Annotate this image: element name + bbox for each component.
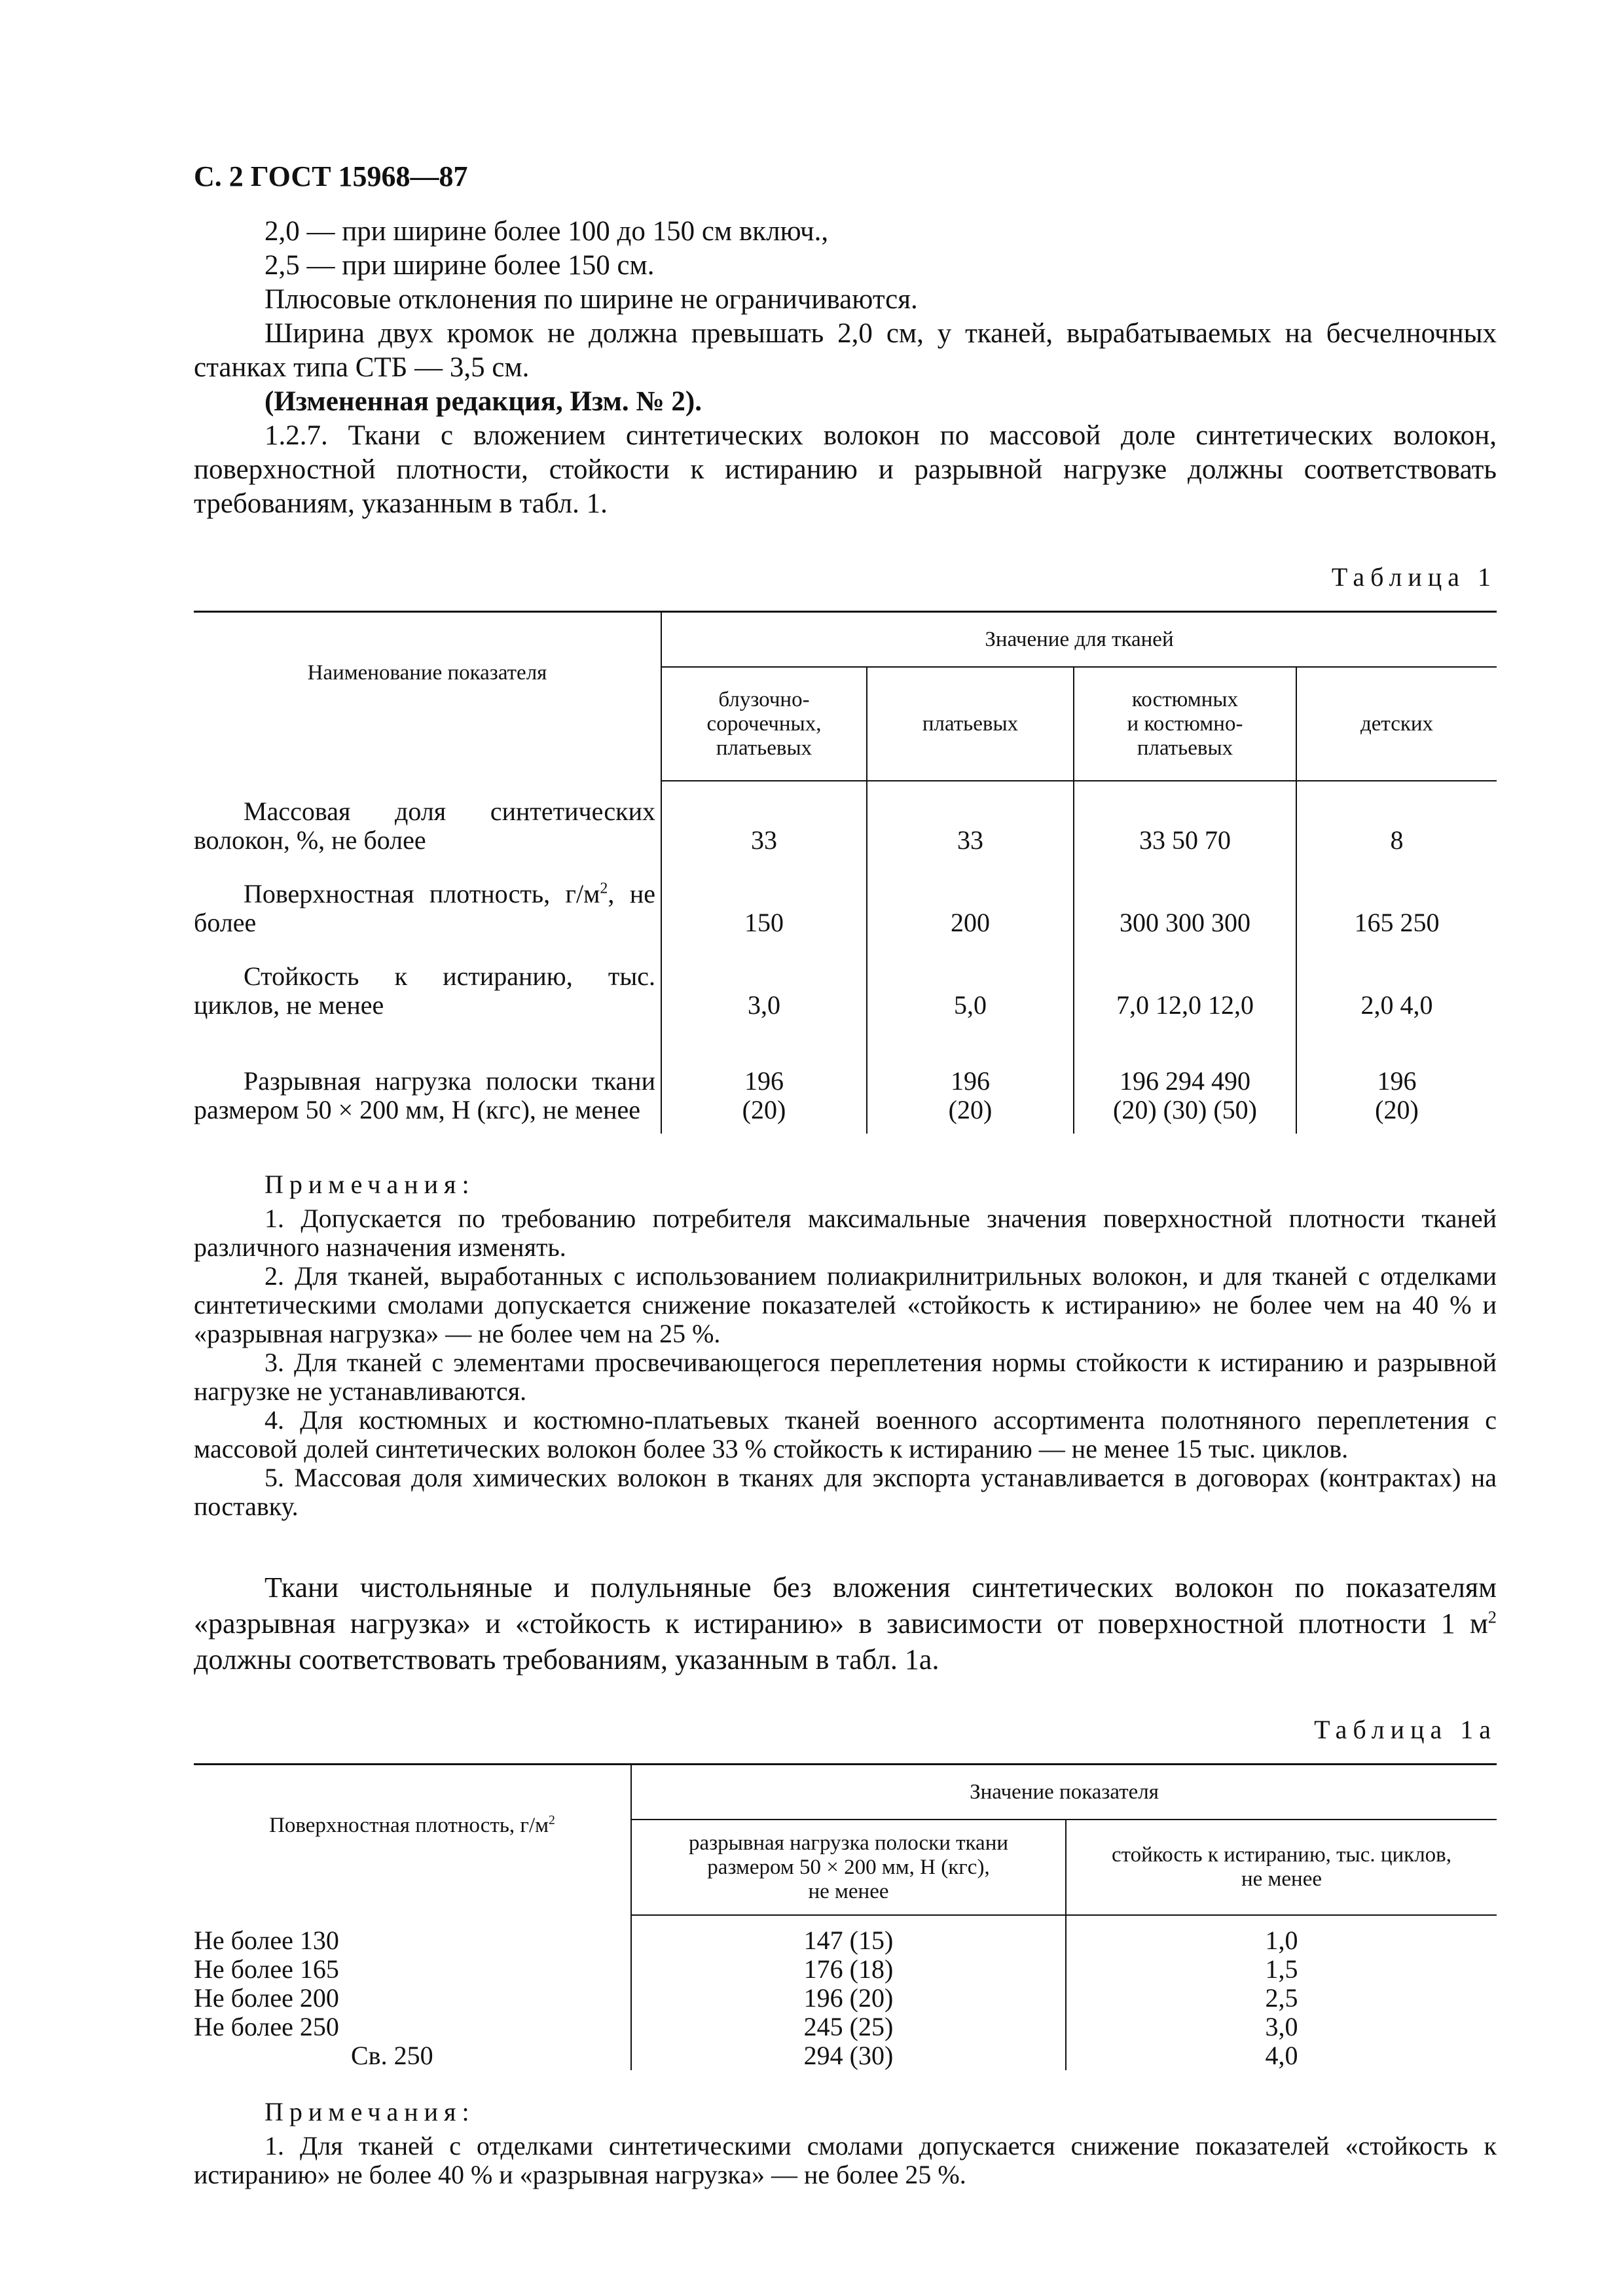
table1a-cell: Св. 250 <box>351 2041 433 2070</box>
page-header: С. 2 ГОСТ 15968—87 <box>194 160 468 192</box>
notes-caption: Примечания: <box>264 1170 475 1199</box>
table1-cell: 8 <box>1296 781 1497 864</box>
table-row <box>194 1984 1497 2013</box>
table1-cell: 300 300 300 <box>1074 864 1296 946</box>
table1a-cell: Не более 200 <box>194 1983 339 2013</box>
table1a-cell: 2,5 <box>1066 1984 1497 2013</box>
edition-note: (Измененная редакция, Изм. № 2). <box>264 386 702 417</box>
note-item: 1. Для тканей с отделками синтетическими смолами допускается снижение показателей «стойкость к истиранию» не более 40 % и «разрывная нагрузка» — не более 25 %. <box>194 2131 1497 2189</box>
table1-col-header: детских <box>1296 667 1497 781</box>
table1a-cell: 1,5 <box>1066 1955 1497 1984</box>
table1a-cell: 3,0 <box>1066 2013 1497 2041</box>
table1-caption: Таблица 1 <box>1331 562 1497 592</box>
table-row <box>194 781 1497 864</box>
table1-name-header: Наименование показателя <box>307 661 547 685</box>
table1-cell: 200 <box>867 864 1074 946</box>
table-row <box>194 946 1497 1029</box>
table-1 <box>194 611 1497 1134</box>
note-item: 5. Массовая доля химических волокон в тканях для экспорта устанавливается в договорах (контрактах) на поставку. <box>194 1463 1497 1521</box>
table1-cell: 165 250 <box>1296 864 1497 946</box>
table1a-cell: 147 (15) <box>631 1915 1066 1955</box>
table1-col-header: блузочно- сорочечных, платьевых <box>661 667 867 781</box>
table1-cell: 150 <box>661 864 867 946</box>
table1a-cell: 245 (25) <box>631 2013 1066 2041</box>
intro-line: 2,0 — при ширине более 100 до 150 см включ., <box>264 216 829 247</box>
table1a-col-header: разрывная нагрузка полоски ткани размером 50 × 200 мм, Н (кгс), не менее <box>631 1820 1066 1915</box>
table1-cell: 33 50 70 <box>1074 781 1296 864</box>
table1a-cell: 1,0 <box>1066 1915 1497 1955</box>
intro-paragraph: Ширина двух кромок не должна превышать 2,0 см, у тканей, вырабатываемых на бесчелночных станках типа СТБ — 3,5 см. <box>194 318 1497 383</box>
note-item: 2. Для тканей, выработанных с использованием полиакрилнитрильных волокон, и для тканей с отделками синтетическими смолами допускается снижение показателей «стойкость к истиранию» не более чем на 40 % и «разрывная нагрузка» — не более чем на 25 %. <box>194 1261 1497 1348</box>
table1a-cell: 196 (20) <box>631 1984 1066 2013</box>
table1-cell: 196 (20) <box>867 1029 1074 1134</box>
table1-row-name: Массовая доля синтетических волокон, %, не более <box>194 797 655 855</box>
table1-row-name: Стойкость к истиранию, тыс. циклов, не менее <box>194 961 655 1020</box>
table1-group-header: Значение для тканей <box>661 612 1497 668</box>
table-row <box>194 2013 1497 2041</box>
note-item: 3. Для тканей с элементами просвечивающегося переплетения нормы стойкости к истиранию и разрывной нагрузке не устанавливаются. <box>194 1348 1497 1406</box>
table-row <box>194 2041 1497 2070</box>
paragraph-linen-fabrics: Ткани чистольняные и полульняные без вложения синтетических волокон по показателям «разрывная нагрузка» и «стойкость к истиранию» в зависимости от поверхностной плотности 1 $м^2$ должны соответствовать требованиям, указанным в табл. 1а. <box>194 1571 1497 1676</box>
table1-cell: 2,0 4,0 <box>1296 946 1497 1029</box>
table1-cell: 3,0 <box>661 946 867 1029</box>
table1-col-header: платьевых <box>867 667 1074 781</box>
document-page <box>194 157 1497 2189</box>
table1-cell: 5,0 <box>867 946 1074 1029</box>
note-item: 1. Допускается по требованию потребителя максимальные значения поверхностной плотности тканей различного назначения изменять. <box>194 1204 1497 1262</box>
table1a-group-header: Значение показателя <box>631 1765 1497 1820</box>
table1a-name-header: Поверхностная плотность, $г/м^2$ <box>269 1813 555 1837</box>
table1-cell: 7,0 12,0 12,0 <box>1074 946 1296 1029</box>
table1a-cell: 294 (30) <box>631 2041 1066 2070</box>
table-row <box>194 1915 1497 1955</box>
table1a-caption: Таблица 1а <box>1314 1715 1497 1744</box>
table1-cell: 196 (20) <box>1296 1029 1497 1134</box>
notes-caption: Примечания: <box>264 2097 475 2126</box>
table1a-col-header: стойкость к истиранию, тыс. циклов, не менее <box>1066 1820 1497 1915</box>
table1-cell: 196 294 490 (20) (30) (50) <box>1074 1029 1296 1134</box>
table1-row-name: Разрывная нагрузка полоски ткани размером 50 × 200 мм, Н (кгс), не менее <box>194 1066 655 1124</box>
table1a-cell: 4,0 <box>1066 2041 1497 2070</box>
table1a-cell: Не более 130 <box>194 1925 339 1955</box>
table-row <box>194 864 1497 946</box>
table1-cell: 33 <box>867 781 1074 864</box>
table1-cell: 33 <box>661 781 867 864</box>
note-item: 4. Для костюмных и костюмно-платьевых тканей военного ассортимента полотняного переплетения с массовой долей синтетических волокон более 33 % стойкость к истиранию — не менее 15 тыс. циклов. <box>194 1405 1497 1463</box>
table-1a <box>194 1763 1497 2070</box>
clause-1-2-7: 1.2.7. Ткани с вложением синтетических волокон по массовой доле синтетических волокон, поверхностной плотности, стойкости к истиранию и разрывной нагрузке должны соответствовать требованиям, указанным в табл. 1. <box>194 420 1497 519</box>
table1-col-header: костюмных и костюмно- платьевых <box>1074 667 1296 781</box>
table1-row-name: Поверхностная плотность, $г/м^2$, не более <box>194 879 655 937</box>
table1-cell: 196 (20) <box>661 1029 867 1134</box>
table-row <box>194 1955 1497 1984</box>
table1a-cell: Не более 250 <box>194 2012 339 2041</box>
intro-line: Плюсовые отклонения по ширине не ограничиваются. <box>264 284 918 315</box>
table1a-cell: 176 (18) <box>631 1955 1066 1984</box>
intro-line: 2,5 — при ширине более 150 см. <box>264 250 655 281</box>
table-row <box>194 1029 1497 1134</box>
table1a-cell: Не более 165 <box>194 1954 339 1984</box>
